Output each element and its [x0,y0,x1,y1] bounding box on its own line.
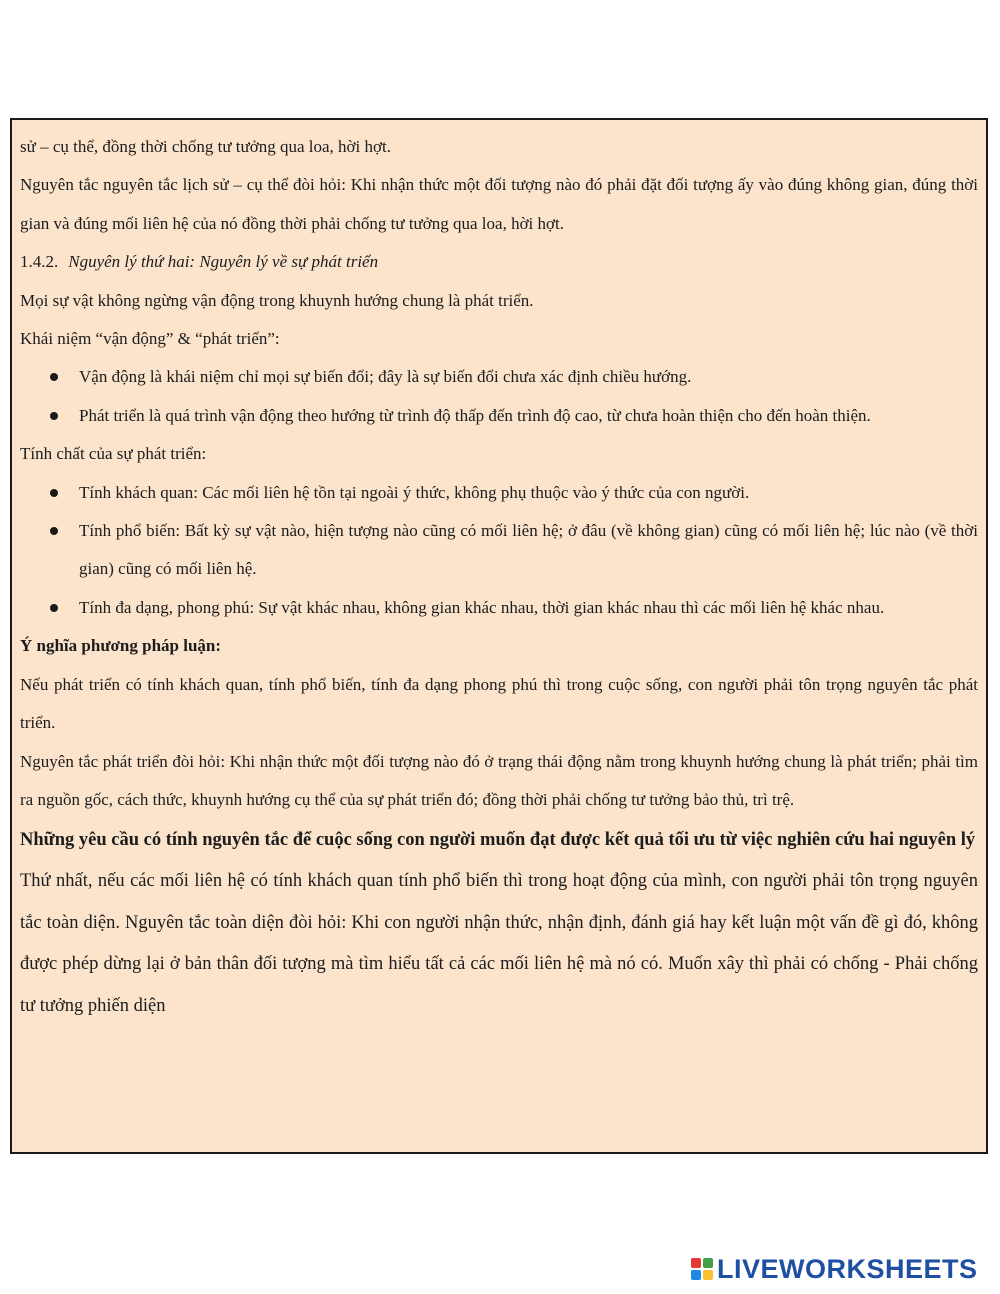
list-item [20,358,978,396]
logo-square [703,1270,713,1280]
content-box [10,118,988,1154]
list-item-text: Tính phổ biến: Bất kỳ sự vật nào, hiện tượng nào cũng có mối liên hệ; ở đâu (về không gian) cũng có mối liên hệ; lúc nào (về thời gian) cũng có mối liên hệ. [79,521,978,579]
properties-list [20,474,978,628]
paragraph-movement: Mọi sự vật không ngừng vận động trong khuynh hướng chung là phát triển. [20,290,534,310]
section-number: 1.4.2. [20,252,59,272]
list-item-text: Vận động là khái niệm chỉ mọi sự biến đổi; đây là sự biến đổi chưa xác định chiều hướng. [79,367,692,387]
logo-mark-icon [691,1258,713,1280]
list-item [20,474,978,512]
bullet-icon [50,604,58,612]
meaning-heading: Ý nghĩa phương pháp luận: [20,636,222,656]
list-item [20,397,978,435]
bullet-icon [50,412,58,420]
logo-square [703,1258,713,1268]
paragraph-development-principle: Nguyên tắc phát triển đòi hỏi: Khi nhận thức một đối tượng nào đó ở trạng thái động nằm trong khuynh hướng chung là phát triển; phải tìm ra nguồn gốc, cách thức, khuynh hướng cụ thể của sự phát triển đó; đồng thời phải chống tư tưởng bảo thủ, trì trệ. [20,751,978,809]
paragraph-historical-principle: Nguyên tắc nguyên tắc lịch sử – cụ thể đòi hỏi: Khi nhận thức một đối tượng nào đó phải đặt đối tượng ấy vào đúng không gian, đúng thời gian và đúng mối liên hệ của nó đồng thời phải chống tư tưởng qua loa, hời hợt. [20,175,978,233]
logo-text: LIVEWORKSHEETS [717,1253,978,1284]
paragraph-concepts-intro: Khái niệm “vận động” & “phát triển”: [20,329,280,349]
section-title: Nguyên lý thứ hai: Nguyên lý về sự phát triển [68,252,379,272]
paragraph-first-requirement: Thứ nhất, nếu các mối liên hệ có tính khách quan tính phổ biến thì trong hoạt động của mình, con người phải tôn trọng nguyên tắc toàn diện. Nguyên tắc toàn diện đòi hỏi: Khi con người nhận thức, nhận định, đánh giá hay kết luận một vấn đề gì đó, không được phép dừng lại ở bản thân đối tượng mà tìm hiểu tất cả các mối liên hệ mà nó có. Muốn xây thì phải có chống - Phải chống tư tưởng phiến diện [20,871,978,1016]
list-item [20,589,978,627]
concepts-list [20,358,978,435]
bullet-icon [50,489,58,497]
paragraph-properties-intro: Tính chất của sự phát triển: [20,444,207,464]
paragraph-development-respect: Nếu phát triển có tính khách quan, tính phổ biến, tính đa dạng phong phú thì trong cuộc sống, con người phải tôn trọng nguyên tắc phát triển. [20,674,978,733]
section-heading [20,243,978,281]
list-item [20,512,978,589]
logo-square [691,1270,701,1280]
logo-square [691,1258,701,1268]
list-item-text: Tính khách quan: Các mối liên hệ tồn tại ngoài ý thức, không phụ thuộc vào ý thức của con người. [79,482,750,502]
list-item-text: Tính đa dạng, phong phú: Sự vật khác nhau, không gian khác nhau, thời gian khác nhau thì các mối liên hệ khác nhau. [79,597,885,617]
liveworksheets-logo [691,1254,978,1284]
bullet-icon [50,527,58,535]
paragraph-continuation: sử – cụ thể, đồng thời chống tư tưởng qua loa, hời hợt. [20,137,391,156]
requirements-heading: Những yêu cầu có tính nguyên tắc để cuộc sống con người muốn đạt được kết quả tối ưu từ việc nghiên cứu hai nguyên lý [20,830,976,851]
bullet-icon [50,373,58,381]
list-item-text: Phát triển là quá trình vận động theo hướng từ trình độ thấp đến trình độ cao, từ chưa hoàn thiện cho đến hoàn thiện. [79,405,871,425]
